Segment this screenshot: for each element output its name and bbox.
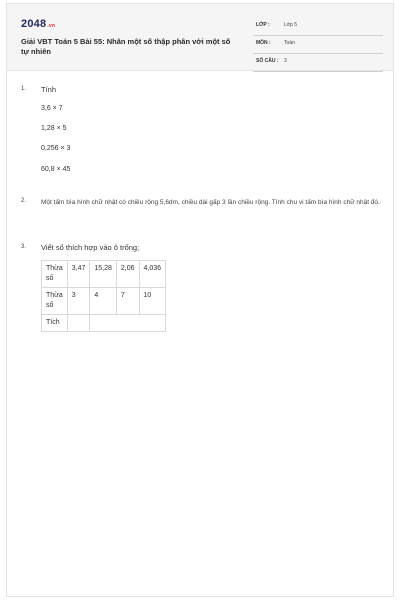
question-text: Một tấm bìa hình chữ nhật có chiều rộng 5,6dm, chiều dài gấp 3 lần chiều rộng. Tính chu vi tấm bìa hình chữ nhật đó. (41, 199, 380, 206)
calc-item: 1,28 × 5 (41, 125, 67, 132)
answer-cell[interactable] (90, 315, 166, 332)
fill-in-table (41, 260, 166, 332)
table-cell: 2,06 (116, 261, 139, 288)
calc-item: 0,256 × 3 (41, 145, 71, 152)
table-cell: 3 (67, 288, 90, 315)
table-cell: 7 (116, 288, 139, 315)
table-row (42, 261, 166, 288)
meta-value-class: Lớp 5 (284, 22, 298, 28)
document-title: Giải VBT Toán 5 Bài 55: Nhân một số thập phân với một số tự nhiên (21, 37, 231, 56)
meta-row-count (253, 54, 383, 72)
meta-value-subject: Toán (284, 40, 295, 46)
calc-item: 3,6 × 7 (41, 105, 63, 112)
meta-label-class: LỚP : (256, 22, 270, 28)
table-row (42, 315, 166, 332)
document-header (7, 4, 393, 71)
document-meta (253, 18, 383, 72)
meta-row-subject (253, 36, 383, 54)
meta-row-class (253, 18, 383, 36)
table-cell: 3,47 (67, 261, 90, 288)
logo-text: 2048 (21, 18, 47, 30)
table-cell: 4,036 (139, 261, 166, 288)
question-number: 1. (21, 86, 27, 92)
meta-label-subject: MÔN : (256, 40, 271, 46)
question-heading: Viết số thích hợp vào ô trống; (41, 243, 140, 252)
question-number: 2. (21, 198, 27, 204)
logo-tld: .vn (47, 23, 56, 29)
table-cell: 15,28 (90, 261, 117, 288)
question-heading: Tính (41, 85, 57, 94)
row-label: Thừa số (42, 261, 68, 288)
row-label: Tích (42, 315, 68, 332)
table-row (42, 288, 166, 315)
meta-value-count: 3 (284, 58, 287, 64)
calc-item: 60,8 × 45 (41, 166, 71, 173)
site-logo[interactable] (21, 18, 55, 30)
meta-label-count: SỐ CÂU : (256, 58, 279, 64)
answer-cell[interactable] (67, 315, 90, 332)
table-cell: 4 (90, 288, 117, 315)
question-number: 3. (21, 244, 27, 250)
table-cell: 10 (139, 288, 166, 315)
row-label: Thừa số (42, 288, 68, 315)
document-page (6, 3, 394, 597)
